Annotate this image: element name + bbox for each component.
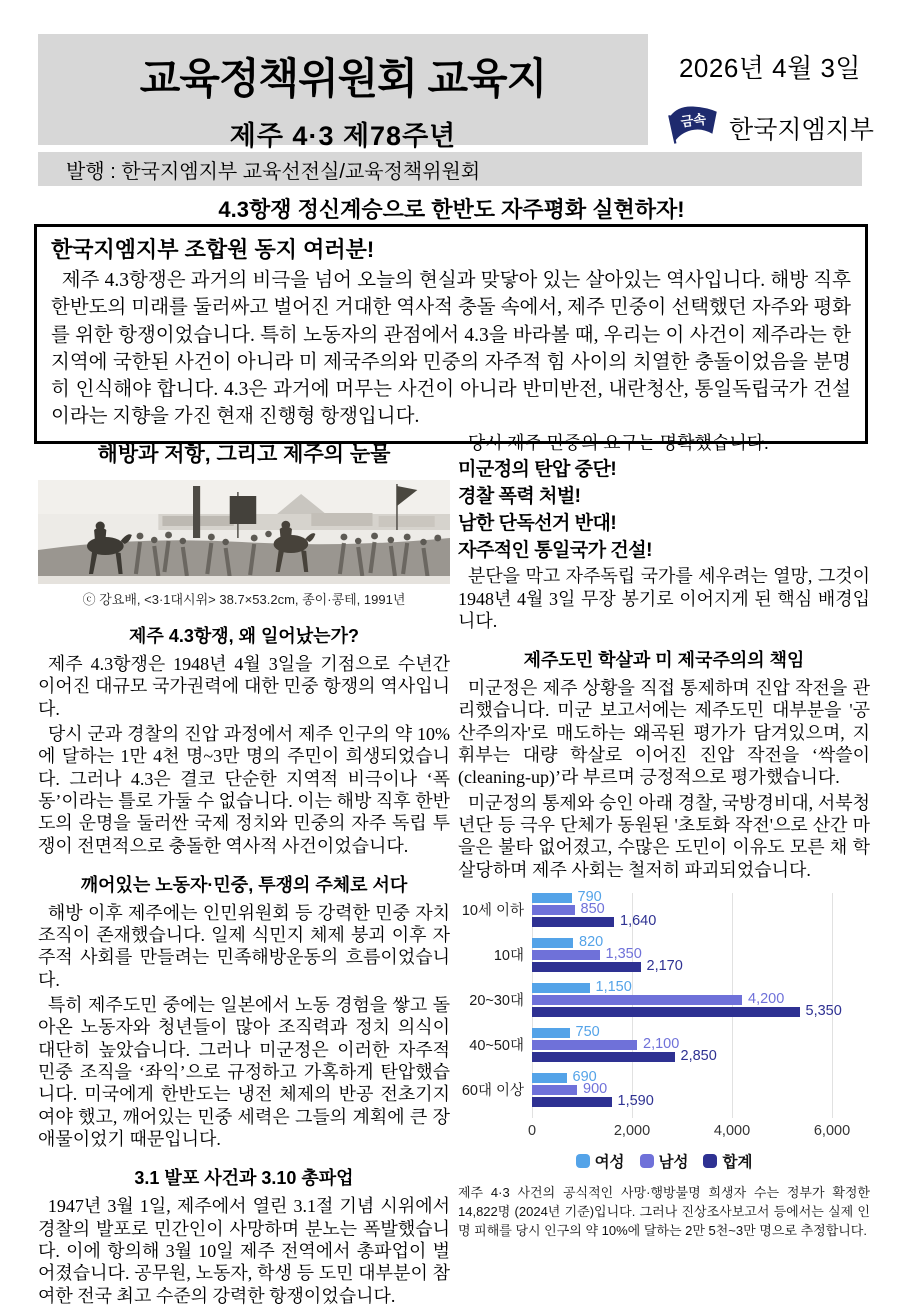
chart-bar-value: 1,590: [617, 1092, 654, 1109]
chart-bar: [532, 950, 600, 960]
chart-bar-value: 1,640: [620, 912, 657, 929]
chart-bar-row: [532, 1047, 832, 1064]
chart-bar-value: 820: [579, 933, 604, 950]
chart-bar-row: [532, 978, 832, 995]
chart-bar-row: [532, 957, 832, 974]
union-flag-logo-icon: [666, 103, 720, 152]
chart-bar-group: [532, 1023, 832, 1064]
intro-box: [34, 224, 868, 444]
demand-line: 경찰 폭력 처벌!: [458, 486, 581, 508]
section-paragraph: 해방 이후 제주에는 인민위원회 등 강력한 민중 자치 조직이 존재했습니다. 일제 식민지 체제 붕괴 이후 자주적 사회를 만들려는 민족해방운동의 흐름이었습니다.: [38, 902, 450, 990]
intro-salutation: 한국지엠지부 조합원 동지 여러분!: [51, 237, 375, 262]
chart-bar-row: [532, 933, 832, 950]
chart-bar-row: [532, 990, 832, 1007]
chart-category-label: 10세 이하: [461, 903, 524, 920]
chart-legend-label: 여성: [594, 1153, 625, 1171]
chart-bar-value: 5,350: [805, 1002, 842, 1019]
publisher-bar: [38, 152, 862, 186]
chart-bar: [532, 1052, 675, 1062]
chart-bar-value: 4,200: [748, 990, 785, 1007]
chart-bar-row: [532, 1023, 832, 1040]
chart-category-label: 60대 이상: [461, 1083, 524, 1100]
chart-category-label: 20~30대: [469, 993, 524, 1010]
chart-bar-row: [532, 1080, 832, 1097]
intro-body: 제주 4.3항쟁은 과거의 비극을 넘어 오늘의 현실과 맞닿아 있는 살아있는 역사입니다. 해방 직후 한반도의 미래를 둘러싸고 벌어진 거대한 역사적 충돌 속에서, 제주 민중이 선택했던 자주와 평화를 위한 항쟁이었습니다. 특히 노동자의 관점에서 4.3을 바라볼 때, 우리는 이 사건이 제주라는 한 지역에 국한된 사건이 아니라 미 제국주의와 민중의 자주적 힘 사이의 치열한 충돌이었음을 분명히 인식해야 합니다. 4.3은 과거에 머무는 사건이 아니라 반미반전, 내란청산, 통일독립국가 건설이라는 지향을 가진 현재 진행형 항쟁입니다.: [51, 270, 851, 428]
chart-legend-label: 남성: [658, 1153, 689, 1171]
chart-bar-value: 850: [580, 900, 605, 917]
section-paragraph: 특히 제주도민 중에는 일본에서 노동 경험을 쌓고 돌아온 노동자와 청년들이 많아 조직력과 정치 의식이 대단히 높았습니다. 그러나 미군정은 이러한 자주적 민중 조직을 ‘좌익’으로 규정하고 가혹하게 탄압했습니다. 미국에게 한반도는 냉전 체제의 반공 전초기지여야 했고, 깨어있는 민중 세력은 그들의 계획에 큰 장애물이었기 때문입니다.: [38, 995, 450, 1149]
section-paragraph: 당시 군과 경찰의 진압 과정에서 제주 인구의 약 10%에 달하는 1만 4천 명~3만 명의 주민이 희생되었습니다. 그러나 4.3은 결코 단순한 지역적 비극이나 ‘폭동’이라는 틀로 가둘 수 없습니다. 이는 해방 직후 한반도의 운명을 둘러싼 국제 정치와 민중의 자주 독립 투쟁이 전면적으로 충돌한 역사적 사건이었습니다.: [38, 723, 450, 856]
right-column: [458, 432, 870, 1240]
chart-bar-group: [532, 933, 832, 974]
chart-x-axis: [527, 1118, 851, 1142]
chart-legend: [458, 1150, 870, 1172]
chart-legend-item: [576, 1150, 625, 1172]
after-demands: 분단을 막고 자주독립 국가를 세우려는 열망, 그것이 1948년 4월 3일 무장 봉기로 이어지게 된 핵심 배경입니다.: [458, 566, 870, 631]
image-caption: ⓒ 강요배, <3·1대시위> 38.7×53.2cm, 종이·콩테, 1991년: [82, 592, 406, 607]
section-title-massacre: 제주도민 학살과 미 제국주의의 책임: [523, 650, 805, 671]
newsletter-title: 교육정책위원회 교육지: [139, 55, 547, 102]
victims-bar-chart: [458, 888, 870, 1172]
chart-legend-swatch: [703, 1154, 717, 1168]
chart-bar-row: [532, 900, 832, 917]
chart-category-label: 40~50대: [469, 1038, 524, 1055]
chart-bar: [532, 1073, 567, 1083]
chart-footnote: 제주 4·3 사건의 공식적인 사망·행방불명 희생자 수는 정부가 확정한 14,822명 (2024년 기준)입니다. 그러나 진상조사보고서 등에서는 실제 인명 피해를 당시 인구의 약 10%에 달하는 2만 5천~3만 명으로 추정합니다.: [458, 1184, 870, 1238]
org-row: [664, 103, 876, 152]
chart-bar-row: [532, 1068, 832, 1085]
left-column: [38, 436, 450, 1310]
chart-x-tick-label: 4,000: [713, 1122, 751, 1139]
chart-bar: [532, 893, 572, 903]
chart-bar: [532, 938, 573, 948]
chart-bar: [532, 905, 575, 915]
chart-bar-value: 2,170: [646, 957, 683, 974]
demand-line: 남한 단독선거 반대!: [458, 513, 617, 535]
masthead: [38, 34, 648, 151]
section-title-why: 제주 4.3항쟁, 왜 일어났는가?: [129, 626, 359, 646]
chart-bar: [532, 917, 614, 927]
chart-x-tick-label: 2,000: [613, 1122, 651, 1139]
section-paragraph: 1947년 3월 1일, 제주에서 열린 3.1절 기념 시위에서 경찰의 발포로 민간인이 사망하며 분노는 폭발했습니다. 이에 항의해 3월 10일 제주 전역에서 총파업이 벌어졌습니다. 공무원, 노동자, 학생 등 도민 대부분이 참여한 전국 최고 수준의 강력한 항쟁이었습니다.: [38, 1196, 450, 1306]
chart-legend-swatch: [640, 1154, 654, 1168]
issue-date: 2026년 4월 3일: [678, 53, 862, 83]
chart-category-label: 10대: [493, 948, 524, 965]
chart-bar-row: [532, 1092, 832, 1109]
chart-bar-row: [532, 1002, 842, 1019]
section-paragraph: 제주 4.3항쟁은 1948년 4월 3일을 기점으로 수년간 이어진 대규모 국가권력에 대한 민중 항쟁의 역사입니다.: [38, 654, 450, 719]
chart-legend-item: [703, 1150, 752, 1172]
chart-category-column: [458, 893, 532, 1118]
chart-legend-swatch: [576, 1154, 590, 1168]
chart-bar: [532, 995, 742, 1005]
chart-bar-group: [532, 1068, 832, 1109]
chart-bar-value: 900: [583, 1080, 608, 1097]
chart-bar: [532, 983, 590, 993]
masthead-right: [664, 48, 876, 152]
chart-bars-panel: [532, 888, 842, 1118]
chart-bar: [532, 1085, 577, 1095]
section-paragraph: 미군정은 제주 상황을 직접 통제하며 진압 작전을 관리했습니다. 미군 보고서에는 제주도민 대부분을 '공산주의자'로 매도하는 왜곡된 평가가 담겨있으며, 지휘부는 대량 학살로 이어진 진압 작전을 ‘싹쓸이(cleaning-up)’라 부르며 긍정적으로 평가했습니다.: [458, 678, 870, 788]
svg-text:금속: 금속: [679, 111, 707, 130]
slogan: 4.3항쟁 정신계승으로 한반도 자주평화 실현하자!: [218, 197, 685, 222]
protest-painting: [38, 480, 450, 584]
chart-bar-value: 1,350: [605, 945, 642, 962]
chart-bar-row: [532, 888, 832, 905]
demand-line: 미군정의 탄압 중단!: [458, 459, 617, 481]
chart-bar-value: 2,850: [680, 1047, 717, 1064]
right-lead: 당시 제주 민중의 요구는 명확했습니다.: [467, 433, 769, 453]
chart-bar-value: 750: [575, 1023, 600, 1040]
chart-legend-item: [640, 1150, 689, 1172]
chart-legend-label: 합계: [722, 1153, 753, 1171]
chart-bar-value: 790: [577, 888, 602, 905]
publisher-line: 발행 : 한국지엠지부 교육선전실/교육정책위원회: [66, 160, 481, 183]
left-column-heading: 해방과 저항, 그리고 제주의 눈물: [97, 443, 391, 466]
chart-bar-value: 690: [572, 1068, 597, 1085]
chart-x-tick-label: 0: [527, 1122, 537, 1139]
section-title-workers: 깨어있는 노동자·민중, 투쟁의 주체로 서다: [80, 874, 408, 895]
chart-bar: [532, 1007, 800, 1017]
chart-bar-value: 2,100: [643, 1035, 680, 1052]
section-title-strike: 3.1 발포 사건과 3.10 총파업: [134, 1168, 354, 1189]
org-name: 한국지엠지부: [729, 115, 874, 144]
demand-line: 자주적인 통일국가 건설!: [458, 540, 652, 562]
chart-bar: [532, 1028, 570, 1038]
newsletter-subtitle: 제주 4·3 제78주년: [229, 121, 457, 151]
chart-x-tick-label: 6,000: [813, 1122, 851, 1139]
section-paragraph: 미군정의 통제와 승인 아래 경찰, 국방경비대, 서북청년단 등 극우 단체가 동원된 '초토화 작전'으로 산간 마을은 불타 없어졌고, 수많은 도민이 이유도 모른 채 학살당하며 제주 사회는 철저히 파괴되었습니다.: [458, 792, 870, 880]
chart-bar-group: [532, 978, 842, 1019]
chart-bar-row: [532, 912, 832, 929]
chart-bar-value: 1,150: [595, 978, 632, 995]
chart-bar: [532, 962, 641, 972]
chart-bar: [532, 1040, 637, 1050]
chart-bar: [532, 1097, 612, 1107]
chart-bar-group: [532, 888, 832, 929]
